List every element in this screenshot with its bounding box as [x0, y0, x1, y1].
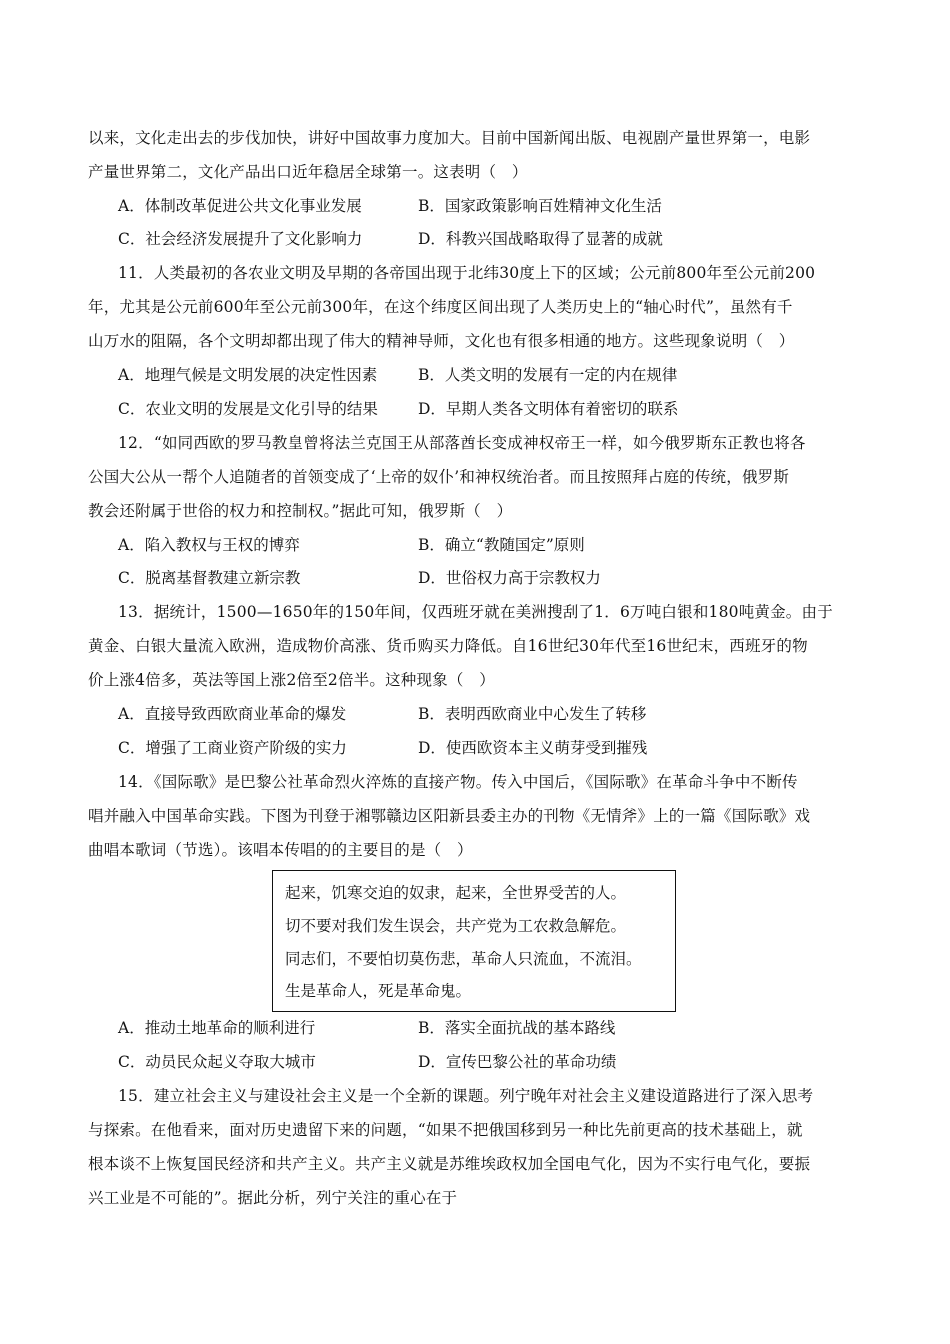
q14-option-a: A．推动土地革命的顺利进行	[118, 1019, 316, 1037]
q14-option-d: D．宣传巴黎公社的革命功绩	[418, 1053, 617, 1071]
q13-line-2: 黄金、白银大量流入欧洲，造成物价高涨、货币购买力降低。自16世纪30年代至16世纪末，西班牙的物	[88, 637, 808, 655]
q10-line-1: 以来，文化走出去的步伐加快，讲好中国故事力度加大。目前中国新闻出版、电视剧产量世界第一，电影	[88, 129, 811, 147]
q13-line-1: 13．据统计，1500—1650年的150年间，仅西班牙就在美洲搜刮了1．6万吨白银和180吨黄金。由于	[118, 603, 833, 621]
q13-option-b: B．表明西欧商业中心发生了转移	[418, 705, 647, 723]
q11-line-3: 山万水的阻隔，各个文明却都出现了伟大的精神导师，文化也有很多相通的地方。这些现象说明（ ）	[88, 332, 795, 350]
q13-line-3: 价上涨4倍多，英法等国上涨2倍至2倍半。这种现象（ ）	[88, 671, 495, 689]
q12-line-1: 12．“如同西欧的罗马教皇曾将法兰克国王从部落酋长变成神权帝王一样，如今俄罗斯东正教也将各	[118, 434, 806, 452]
q11-option-c: C．农业文明的发展是文化引导的结果	[118, 400, 378, 418]
q12-line-3: 教会还附属于世俗的权力和控制权。”据此可知，俄罗斯（ ）	[88, 502, 513, 520]
q10-option-d: D．科教兴国战略取得了显著的成就	[418, 230, 663, 248]
q11-option-a: A．地理气候是文明发展的决定性因素	[118, 366, 378, 384]
q15-line-3: 根本谈不上恢复国民经济和共产主义。共产主义就是苏维埃政权加全国电气化，因为不实行电气化，要振	[88, 1155, 811, 1173]
lyrics-line-1: 起来，饥寒交迫的奴隶，起来，全世界受苦的人。	[285, 884, 627, 902]
q15-line-1: 15．建立社会主义与建设社会主义是一个全新的课题。列宁晚年对社会主义建设道路进行了深入思考	[118, 1087, 814, 1105]
q14-line-1: 14．《国际歌》是巴黎公社革命烈火淬炼的直接产物。传入中国后，《国际歌》在革命斗争中不断传	[118, 773, 798, 791]
q11-line-1: 11．人类最初的各农业文明及早期的各帝国出现于北纬30度上下的区域；公元前800年至公元前200	[118, 264, 816, 282]
q15-line-2: 与探索。在他看来，面对历史遗留下来的问题，“如果不把俄国移到另一种比先前更高的技术基础上，就	[88, 1121, 803, 1139]
q10-option-a: A．体制改革促进公共文化事业发展	[118, 197, 362, 215]
q11-option-d: D．早期人类各文明体有着密切的联系	[418, 400, 679, 418]
q13-option-d: D．使西欧资本主义萌芽受到摧残	[418, 739, 648, 757]
q14-option-c: C．动员民众起义夺取大城市	[118, 1053, 316, 1071]
q14-option-b: B．落实全面抗战的基本路线	[418, 1019, 616, 1037]
q10-line-2: 产量世界第二，文化产品出口近年稳居全球第一。这表明（ ）	[88, 163, 528, 181]
q10-option-b: B．国家政策影响百姓精神文化生活	[418, 197, 662, 215]
lyrics-line-4: 生是革命人，死是革命鬼。	[285, 982, 472, 1000]
q14-line-2: 唱并融入中国革命实践。下图为刊登于湘鄂赣边区阳新县委主办的刊物《无情斧》上的一篇《国际歌》戏	[88, 807, 811, 825]
q13-option-c: C．增强了工商业资产阶级的实力	[118, 739, 347, 757]
q10-option-c: C．社会经济发展提升了文化影响力	[118, 230, 363, 248]
q12-option-d: D．世俗权力高于宗教权力	[418, 569, 601, 587]
lyrics-line-2: 切不要对我们发生误会，共产党为工农救急解危。	[285, 917, 627, 935]
q12-option-c: C．脱离基督教建立新宗教	[118, 569, 301, 587]
q11-option-b: B．人类文明的发展有一定的内在规律	[418, 366, 678, 384]
q15-line-4: 兴工业是不可能的”。据此分析，列宁关注的重心在于	[88, 1189, 458, 1207]
lyrics-box	[272, 870, 676, 1012]
q11-line-2: 年，尤其是公元前600年至公元前300年，在这个纬度区间出现了人类历史上的“轴心时代”，虽然有千	[88, 298, 793, 316]
q12-option-a: A．陷入教权与王权的博弈	[118, 536, 300, 554]
q12-line-2: 公国大公从一帮个人追随者的首领变成了‘上帝的奴仆’和神权统治者。而且按照拜占庭的传统，俄罗斯	[88, 468, 790, 486]
q12-option-b: B．确立“教随国定”原则	[418, 536, 585, 554]
q14-line-3: 曲唱本歌词（节选）。该唱本传唱的的主要目的是（ ）	[88, 841, 473, 859]
q13-option-a: A．直接导致西欧商业革命的爆发	[118, 705, 347, 723]
lyrics-line-3: 同志们，不要怕切莫伤悲，革命人只流血，不流泪。	[285, 950, 642, 968]
